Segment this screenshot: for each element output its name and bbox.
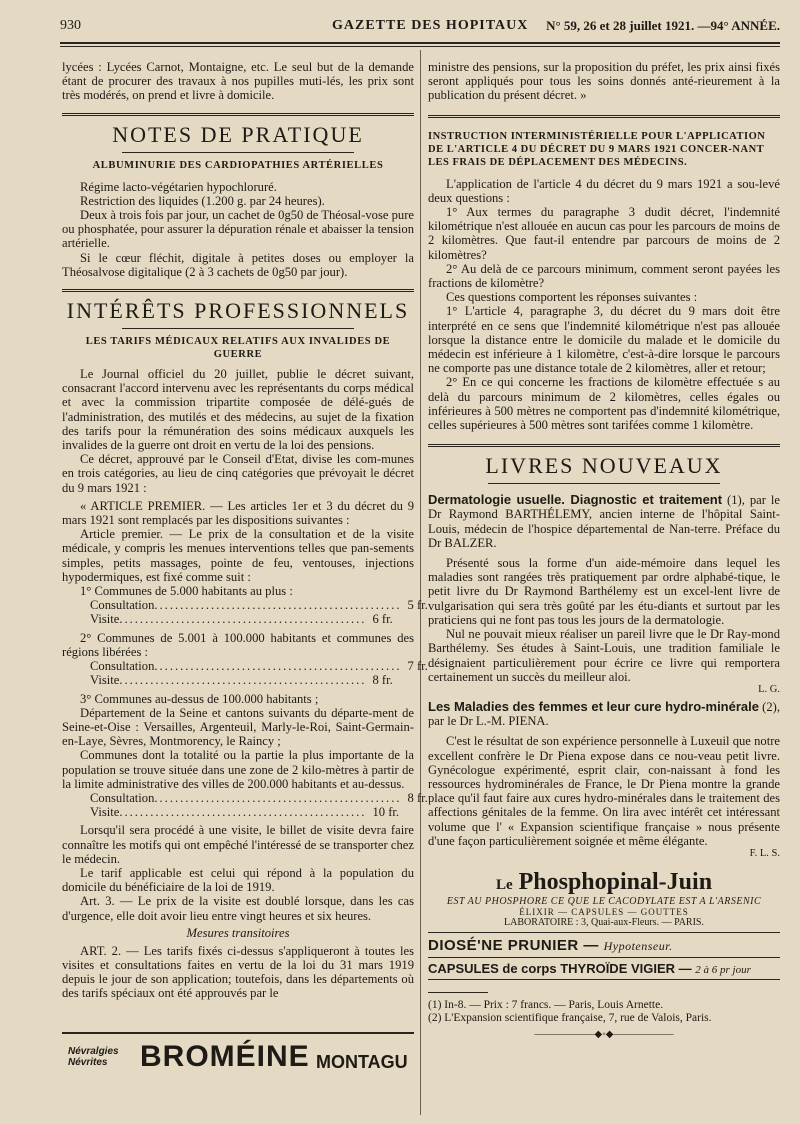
phosphopinal-advert (428, 869, 780, 980)
ad-rule (428, 957, 780, 958)
fee-row: Consultation ................................................ 8 fr. (62, 791, 414, 805)
fee-amount: 5 fr. (407, 598, 428, 613)
book-title: Les Maladies des femmes et leur cure hydro-minérale (428, 698, 759, 714)
notes-paragraph: Régime lacto-végétarien hypochloruré. (80, 179, 277, 194)
fee-amount: 6 fr. (372, 612, 393, 627)
body-paragraph: Art. 3. — Le prix de la visite est doublé lorsque, dans les cas d'urgence, elle doit avoir lieu entre vingt heures et six heures. (62, 894, 414, 923)
book-entry: Dermatologie usuelle. Diagnostic et traitement (1), par le Dr Raymond BARTHÉLEMY, ancien interne de l'hôpital Saint-Louis, médecin de l'hospice départemental de Nan-terre. Préface du Dr BALZER. (428, 492, 780, 550)
section-rule (62, 113, 414, 116)
section-rule (488, 483, 720, 484)
advert-indication: Névralgies Névrites (68, 1046, 119, 1068)
advert-brand: Le Phosphopinal-Juin (495, 868, 713, 895)
fee-row: Visite ................................................ 6 fr. (62, 612, 414, 626)
livres-title: LIVRES NOUVEAUX (485, 453, 723, 479)
review-paragraph: C'est le résultat de son expérience personnelle à Luxeuil que notre excellent confrère le Dr Piena expose dans ce nou-veau petit livre. Gynécologue expérimenté, esprit clair, con-naissant à fond les ressources hydrominérales de France, le Dr Piena montre la grande place qu'il faut faire aux cures hydro-minérales dans le traitement des affections génitales de la femme. On lira avec intérêt cet intéressant volume que l' « Expansion scientifique française » nous présente d'une façon particulièrement soignée et même élégante. (428, 734, 780, 848)
body-paragraph: Article premier. — Le prix de la consultation et de la visite médicale, y compris les menues interventions telles que pan-sements simples, petits massages, pointe de feu, ventouses, injections hypodermiques, est fixé comme suit : (62, 527, 414, 584)
column-divider (420, 50, 421, 1115)
review-paragraph: Nul ne pouvait mieux réaliser un pareil livre que le Dr Ray-mond Barthélemy. Ses études à Saint-Louis, une tradition familiale le désignaient particulièrement pour écrire ce livre qui remportera certainement un succès du meilleur aloi. (428, 627, 780, 684)
fee-row: Consultation ................................................ 7 fr. (62, 659, 414, 673)
review-signature: L. G. (758, 683, 780, 695)
end-ornament: ——————◆◦◆—————— (534, 1028, 674, 1040)
page-number: 930 (60, 18, 81, 33)
ad-rule (428, 979, 780, 980)
body-paragraph: ART. 2. — Les tarifs fixés ci-dessus s'appliqueront à toutes les visites et consultations faites en vertu de la loi du 31 mars 1919 depuis le jour de son application; toutefois, dans les départements où des tarifs spéciaux ont été approuvés par le (62, 943, 414, 1001)
book-title: Dermatologie usuelle. Diagnostic et traitement (428, 492, 723, 508)
intro-paragraph: lycées : Lycées Carnot, Montaigne, etc. Le seul but de la demande étant de procurer des travaux à nos pupilles muti-lés, les prix sont très modérés, on prend et livre à domicile. (62, 60, 414, 103)
review-signature: F. L. S. (749, 847, 780, 859)
review-paragraph: Présenté sous la forme d'un aide-mémoire dans lequel les maladies sont rangées très pratiquement par ordre alphabé-tique, le petit livre du Dr Raymond Barthélemy est un excel-lent livre de vulgarisation qui sera très goûté par les étu-diants et surtout par les praticiens qui ne font pas tous les jours de la dermatologie. (428, 556, 780, 627)
section-rule (122, 152, 354, 153)
notes-paragraph: Restriction des liquides (1.200 g. par 24 heures). (80, 193, 325, 208)
body-paragraph: Le tarif applicable est celui qui répond à la population du domicile du bénéficiaire de la loi de 1919. (62, 865, 414, 895)
body-paragraph: Département de la Seine et cantons suivants du départe-ment de Seine-et-Oise : Versailles, Argenteuil, Marly-le-Roi, Saint-Germain-en-Laye, Sèvres, Montmorency, le Raincy ; (62, 705, 414, 749)
section-rule (428, 444, 780, 447)
fee-amount: 7 fr. (407, 659, 428, 674)
book-entry: Les Maladies des femmes et leur cure hydro-minérale (2), par le Dr L.-M. PIENA. (428, 698, 780, 729)
body-paragraph: Communes dont la totalité ou la partie la plus importante de la population se trouve située dans une zone de 2 kilo-mètres à partir de la limite administrative des villes de 200.000 habitants et au-dessus. (62, 748, 414, 791)
footnote: (2) L'Expansion scientifique française, 7, rue de Valois, Paris. (428, 1011, 712, 1024)
page-header (60, 14, 780, 38)
category-heading: 3° Communes au-dessus de 100.000 habitants ; (80, 691, 319, 706)
body-paragraph: 1° L'article 4, paragraphe 3, du décret du 9 mars doit être interprété en ce sens que l'indemnité kilométrique n'est pas allouée lorsque la distance entre le domicile du malade et le domicile du médecin est inférieure à 1 kilomètre, c'est-à-dire lorsque le parcours ne comporte pas une distance totale de 2 kilomètres, aller et retour; (428, 304, 780, 376)
body-paragraph: « ARTICLE PREMIER. — Les articles 1er et 3 du décret du 9 mars 1921 sont remplacés par les dispositions suivantes : (62, 498, 414, 528)
advert-address: LABORATOIRE : 3, Quai-aux-Fleurs. — PARIS. (503, 916, 704, 928)
right-column (428, 60, 780, 1040)
left-column (62, 60, 428, 1001)
section-rule (62, 289, 414, 292)
fee-row: Consultation ................................................ 5 fr. (62, 598, 414, 612)
body-paragraph: 2° En ce qui concerne les fractions de kilomètre effectuée s au delà du parcours minimum de 2 kilomètres, celles égales ou inférieures à 500 mètres ne comportent pas d'indemnité kilométrique, celles supérieures à 500 mètres sont tarifées comme 1 kilomètre. (428, 375, 780, 433)
fee-label: Consultation (90, 598, 155, 613)
ad-rule (62, 1032, 414, 1034)
diosene-advert: DIOSÉ'NE PRUNIER — Hypotenseur. (428, 936, 673, 954)
fee-label: Consultation (90, 790, 155, 805)
category-heading: 1° Communes de 5.000 habitants au plus : (80, 584, 293, 599)
fee-amount: 10 fr. (372, 805, 400, 820)
body-paragraph: Le Journal officiel du 20 juillet, publie le décret suivant, consacrant l'accord intervenu avec les représentants du corps médical et avec la commission tripartite composée de délé-gués de l'administration, des mutilés et des médecins, au sujet de la fixation des tarifs pour la rémunération des soins médicaux auxquels les invalides de la guerre ont droit en vertu de la loi des pensions. (62, 367, 414, 453)
fee-row: Visite ................................................ 8 fr. (62, 673, 414, 687)
category-heading: 2° Communes de 5.001 à 100.000 habitants et communes des régions libérées : (62, 630, 414, 659)
body-paragraph: L'application de l'article 4 du décret du 9 mars 1921 a sou-levé deux questions : (428, 176, 780, 205)
issue-info: N° 59, 26 et 28 juillet 1921. —94° ANNÉE. (546, 18, 780, 33)
body-paragraph: 1° Aux termes du paragraphe 3 dudit décret, l'indemnité kilométrique n'est allouée en aucun cas pour les parcours de moins de 2 kilomètres. Que faut-il entendre par parcours de moins de 2 kilomètres? (428, 205, 780, 262)
footnote-rule (428, 992, 488, 993)
transitional-heading: Mesures transitoires (186, 925, 290, 940)
header-rule (60, 42, 780, 44)
notes-title: NOTES DE PRATIQUE (112, 121, 364, 147)
fee-amount: 8 fr. (407, 790, 428, 805)
header-rule-thin (60, 46, 780, 47)
body-paragraph: ministre des pensions, sur la proposition du préfet, les prix ainsi fixés seront appliqués pour tous les soins donnés anté-rieurement à la publication du présent décret. » (428, 60, 780, 103)
body-paragraph: Ce décret, approuvé par le Conseil d'Etat, divise les com-munes en trois catégories, au lieu de cinq catégories que prévoyait le décret du 9 mars 1921 : (62, 452, 414, 495)
advert-brand: BROMÉINE (140, 1040, 310, 1073)
advert-forms: ÉLIXIR — CAPSULES — GOUTTES (519, 906, 689, 917)
journal-title: GAZETTE DES HOPITAUX (332, 18, 529, 33)
fee-label: Consultation (90, 659, 155, 674)
fee-label: Visite (90, 673, 120, 688)
footnote: (1) In-8. — Prix : 7 francs. — Paris, Louis Arnette. (428, 998, 664, 1011)
bromeine-advert (62, 1040, 414, 1100)
notes-subtitle: ALBUMINURIE DES CARDIOPATHIES ARTÉRIELLES (92, 159, 384, 171)
ad-rule (428, 932, 780, 933)
interets-title: INTÉRÊTS PROFESSIONNELS (66, 298, 410, 324)
fee-row: Visite ................................................ 10 fr. (62, 805, 414, 819)
notes-paragraph: Si le cœur fléchit, digitale à petites doses ou employer la Théosalvose digitalique (2 à 3 cachets de 0g50 par jour). (62, 250, 414, 279)
fee-label: Visite (90, 612, 120, 627)
interets-subtitle: LES TARIFS MÉDICAUX RELATIFS AUX INVALIDES DE GUERRE (85, 336, 391, 361)
body-paragraph: 2° Au delà de ce parcours minimum, comment seront payées les fractions de kilomètre? (428, 261, 780, 291)
thyroide-advert: CAPSULES de corps THYROÏDE VIGIER — 2 à 6 pr jour (428, 960, 751, 976)
instruction-title: INSTRUCTION INTERMINISTÉRIELLE POUR L'APPLICATION DE L'ARTICLE 4 DU DÉCRET DU 9 MARS 1921 CONCER-NANT LES FRAIS DE DÉPLACEMENT DES MÉDECINS. (428, 130, 766, 168)
body-paragraph: Ces questions comportent les réponses suivantes : (446, 290, 698, 305)
advert-slogan: EST AU PHOSPHORE CE QUE LE CACODYLATE EST A L'ARSENIC (446, 895, 762, 907)
body-paragraph: Lorsqu'il sera procédé à une visite, le billet de visite devra faire connaître les motifs qui ont empêché l'intéressé de se transporter chez le médecin. (62, 823, 414, 866)
section-rule (122, 328, 354, 329)
fee-amount: 8 fr. (372, 673, 393, 688)
fee-label: Visite (90, 805, 120, 820)
advert-maker: MONTAGU (316, 1052, 408, 1072)
notes-paragraph: Deux à trois fois par jour, un cachet de 0g50 de Théosal-vose pure ou phosphatée, pour assurer la dépuration rénale et abaisser la tension artérielle. (62, 208, 414, 251)
